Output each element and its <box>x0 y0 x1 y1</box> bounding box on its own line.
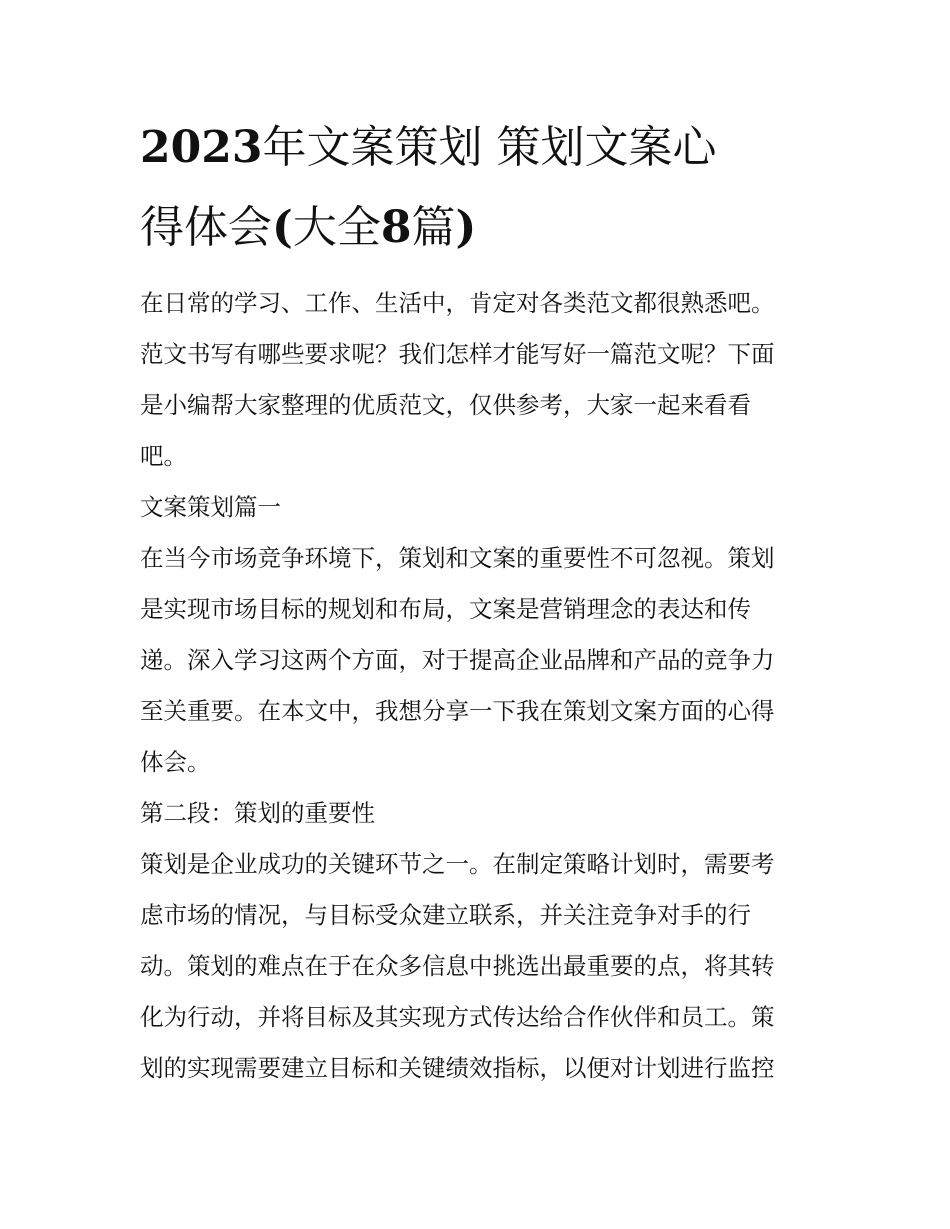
section-heading: 第二段：策划的重要性 <box>140 799 375 827</box>
body-line: 吧。 <box>140 442 187 470</box>
section-heading: 文案策划篇一 <box>140 493 281 521</box>
body-line: 是小编帮大家整理的优质范文，仅供参考，大家一起来看看 <box>140 391 751 419</box>
body-line: 在日常的学习、工作、生活中，肯定对各类范文都很熟悉吧。 <box>140 289 775 317</box>
body-line: 策划是企业成功的关键环节之一。在制定策略计划时，需要考 <box>140 850 775 878</box>
title-latin-run: ) <box>455 202 477 253</box>
title-line-2: 得体会(大全8篇) <box>140 202 477 253</box>
title-latin-run: 2023 <box>140 122 263 173</box>
body-line: 在当今市场竞争环境下，策划和文案的重要性不可忽视。策划 <box>140 544 775 572</box>
title-line-1: 2023年文案策划 策划文案心 <box>140 122 717 173</box>
title-latin-run: 8 <box>380 202 412 253</box>
body-line: 划的实现需要建立目标和关键绩效指标，以便对计划进行监控 <box>140 1054 775 1082</box>
body-line: 至关重要。在本文中，我想分享一下我在策划文案方面的心得 <box>140 697 775 725</box>
body-line: 体会。 <box>140 748 211 776</box>
body-line: 范文书写有哪些要求呢？我们怎样才能写好一篇范文呢？下面 <box>140 340 775 368</box>
body-line: 动。策划的难点在于在众多信息中挑选出最重要的点，将其转 <box>140 952 775 980</box>
body-line: 是实现市场目标的规划和布局，文案是营销理念的表达和传 <box>140 595 751 623</box>
body-line: 虑市场的情况，与目标受众建立联系，并关注竞争对手的行 <box>140 901 751 929</box>
document-body <box>140 278 820 1094</box>
document-title <box>140 108 830 268</box>
body-line: 递。深入学习这两个方面，对于提高企业品牌和产品的竞争力 <box>140 646 775 674</box>
title-latin-run: ( <box>272 202 293 253</box>
body-line: 化为行动，并将目标及其实现方式传达给合作伙伴和员工。策 <box>140 1003 775 1031</box>
